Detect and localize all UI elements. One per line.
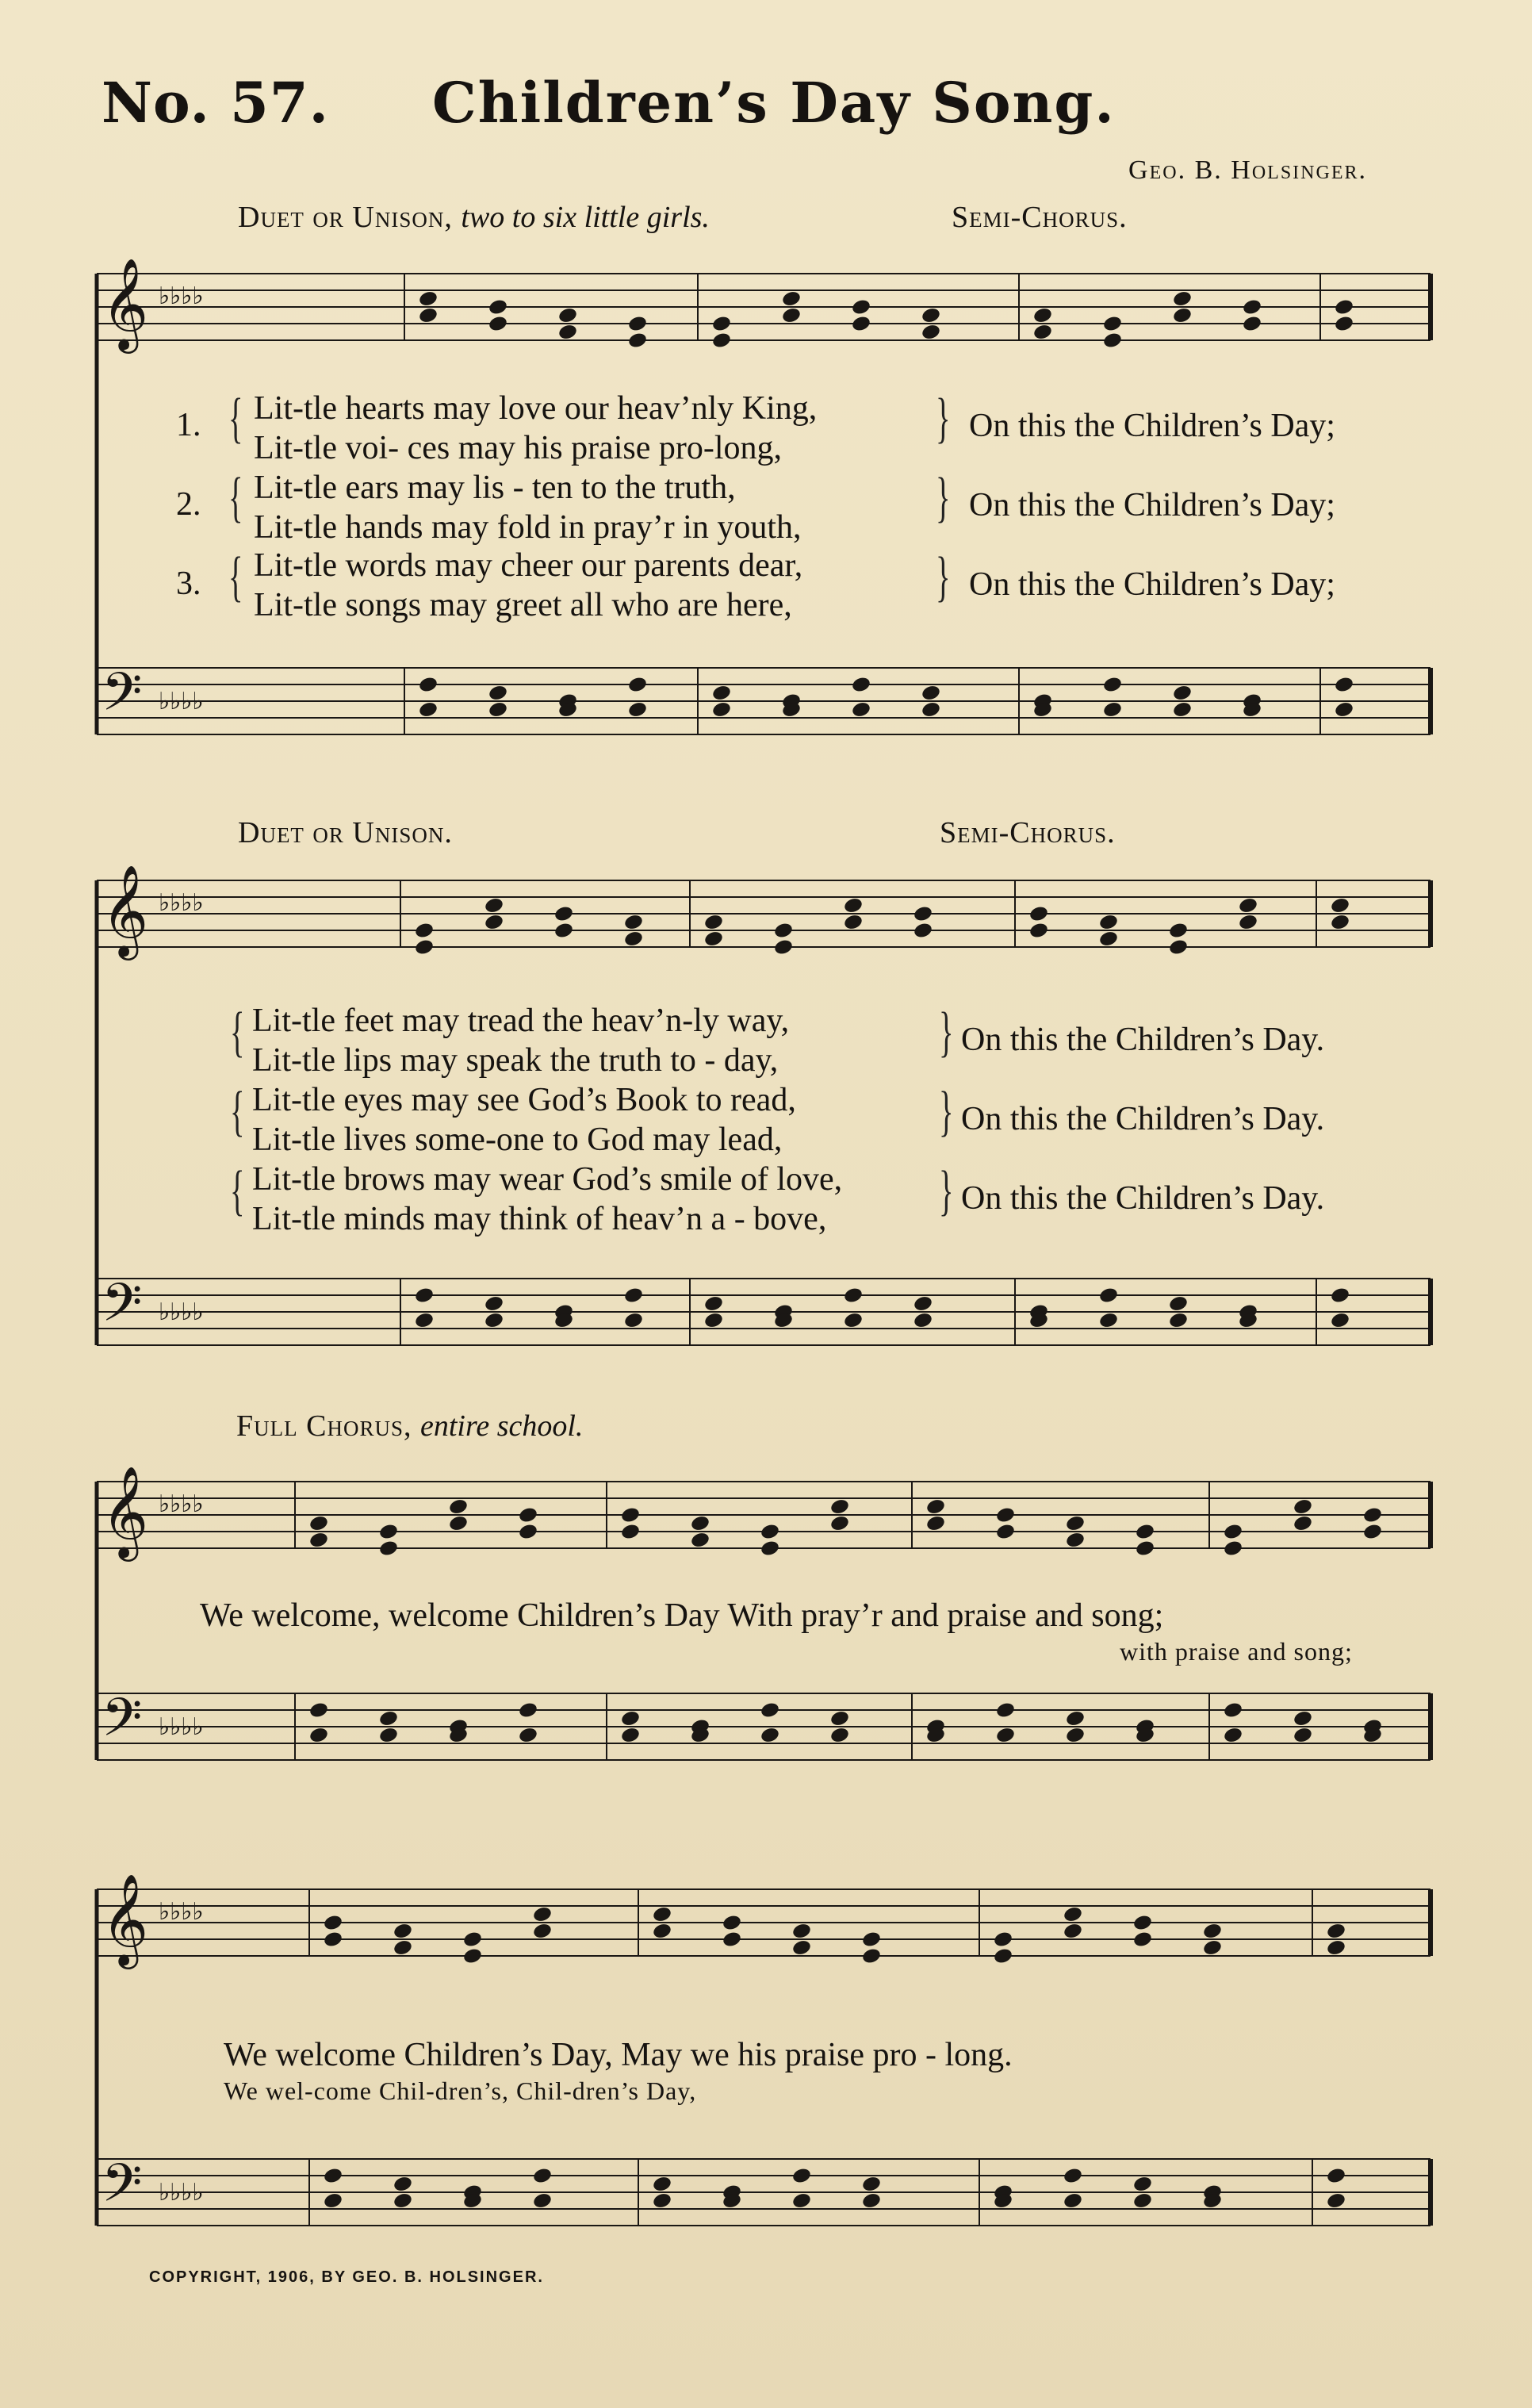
note-head [861,1931,882,1949]
note-head [323,1914,343,1932]
key-signature: ♭♭♭♭ [159,1298,204,1326]
note-head [652,2175,672,2193]
s2-verse3-refrain: On this the Children’s Day. [961,1180,1325,1217]
note-head [323,2191,343,2210]
note-head [378,1726,399,1744]
verse-number-3: 3. [176,566,201,602]
treble-clef-icon: 𝄞 [101,1465,149,1558]
note-head [418,306,439,324]
note-head [448,1497,469,1516]
note-head [1135,1523,1155,1541]
key-signature: ♭♭♭♭ [159,282,204,310]
verse-number-1: 1. [176,407,201,443]
brace-left: { [228,467,243,528]
brace-right: } [936,467,951,528]
note-head [620,1726,641,1744]
note-head [1326,1922,1346,1940]
note-head [690,1514,710,1532]
note-head [623,1311,644,1329]
note-head [1172,684,1193,702]
note-head [760,1540,780,1558]
note-head [711,332,732,350]
note-head [308,1514,329,1532]
section1-direction: Duet or Unison, two to six little girls. [238,201,710,234]
note-head [791,2191,812,2210]
brace-left: { [228,388,243,449]
brace-right: } [939,1002,954,1063]
note-head [861,2191,882,2210]
note-head [1098,913,1119,931]
note-head [781,306,802,324]
note-head [703,913,724,931]
note-head [532,2167,553,2185]
note-head [1102,332,1123,350]
note-head [843,913,864,931]
note-head [623,930,644,948]
note-head [1223,1726,1243,1744]
note-head [627,315,648,333]
note-head [851,315,871,333]
note-head [393,2175,413,2193]
note-head [703,930,724,948]
verse2-refrain: On this the Children’s Day; [969,487,1335,523]
note-head [627,700,648,719]
note-head [1293,1497,1313,1516]
note-head [921,323,941,341]
verse1-refrain: On this the Children’s Day; [969,408,1335,444]
brace-right: } [939,1081,954,1142]
note-head [913,905,933,923]
chorus-line2-bass: We wel-come Chil-dren’s, Chil-dren’s Day, [224,2076,697,2105]
note-head [711,684,732,702]
note-head [1102,700,1123,719]
treble-clef-icon: 𝄞 [101,257,149,350]
note-head [760,1701,780,1720]
note-head [1132,2175,1153,2193]
note-head [484,896,504,915]
note-head [557,323,578,341]
brace-left: { [230,1002,245,1063]
key-signature: ♭♭♭♭ [159,1713,204,1741]
note-head [995,1523,1016,1541]
note-head [829,1497,850,1516]
note-head [711,315,732,333]
note-head [921,306,941,324]
note-head [925,1497,946,1516]
note-head [1098,930,1119,948]
note-head [1065,1726,1086,1744]
note-head [462,1931,483,1949]
note-head [1172,700,1193,719]
note-head [851,298,871,316]
s2-verse1-line1: Lit-tle feet may tread the heav’n-ly way, [252,1003,790,1039]
note-head [393,1922,413,1940]
note-head [553,922,574,940]
note-head [1334,315,1354,333]
verse2-line2: Lit-tle hands may fold in pray’r in youth, [254,509,802,546]
note-head [414,1286,435,1305]
note-head [703,1294,724,1313]
note-head [378,1709,399,1727]
note-head [843,896,864,915]
note-head [620,1523,641,1541]
note-head [627,676,648,694]
note-head [484,913,504,931]
note-head [1293,1709,1313,1727]
note-head [1063,2191,1083,2210]
note-head [1032,306,1053,324]
note-head [308,1531,329,1549]
note-head [378,1523,399,1541]
bass-clef-icon: 𝄢 [101,1272,143,1346]
note-head [1168,1294,1189,1313]
note-head [781,289,802,308]
note-head [843,1311,864,1329]
s2-verse2-line1: Lit-tle eyes may see God’s Book to read, [252,1082,796,1118]
note-head [1330,913,1350,931]
verse3-line2: Lit-tle songs may greet all who are here, [254,587,792,623]
note-head [829,1514,850,1532]
note-head [993,1947,1013,1965]
note-head [323,1931,343,1949]
note-head [1293,1726,1313,1744]
note-head [1063,1905,1083,1923]
key-signature: ♭♭♭♭ [159,1490,204,1518]
copyright: COPYRIGHT, 1906, BY GEO. B. HOLSINGER. [149,2268,544,2286]
verse1-line2: Lit-tle voi- ces may his praise pro-long, [254,430,782,466]
composer: Geo. B. Holsinger. [1128,155,1367,185]
note-head [861,2175,882,2193]
note-head [1330,1286,1350,1305]
note-head [518,1701,538,1720]
treble-clef-icon: 𝄞 [101,864,149,957]
note-head [308,1726,329,1744]
brace-right: } [936,546,951,608]
note-head [1326,1938,1346,1957]
note-head [1063,2167,1083,2185]
note-head [760,1523,780,1541]
note-head [518,1523,538,1541]
s2-verse1-line2: Lit-tle lips may speak the truth to - day, [252,1042,779,1079]
note-head [1362,1523,1383,1541]
note-head [488,700,508,719]
note-head [414,922,435,940]
note-head [993,1931,1013,1949]
note-head [1293,1514,1313,1532]
note-head [1362,1506,1383,1524]
note-head [1330,896,1350,915]
s2-verse2-line2: Lit-tle lives some-one to God may lead, [252,1122,783,1158]
section1-semi-chorus: Semi-Chorus. [952,201,1128,234]
note-head [1102,676,1123,694]
note-head [791,1938,812,1957]
note-head [462,1947,483,1965]
note-head [1238,896,1258,915]
note-head [308,1701,329,1720]
note-head [393,1938,413,1957]
note-head [1202,1922,1223,1940]
note-head [921,684,941,702]
note-head [1223,1540,1243,1558]
note-head [1223,1701,1243,1720]
note-head [843,1286,864,1305]
note-head [1326,2191,1346,2210]
note-head [1202,1938,1223,1957]
note-head [1135,1540,1155,1558]
note-head [791,2167,812,2185]
note-head [1032,323,1053,341]
note-head [1168,938,1189,957]
note-head [995,1506,1016,1524]
note-head [1242,315,1262,333]
note-head [829,1709,850,1727]
note-head [620,1709,641,1727]
note-head [620,1506,641,1524]
note-head [1238,913,1258,931]
note-head [448,1514,469,1532]
note-head [623,1286,644,1305]
brace-left: { [230,1081,245,1142]
note-head [393,2191,413,2210]
note-head [1132,1914,1153,1932]
note-head [1132,2191,1153,2210]
note-head [913,1294,933,1313]
note-head [913,1311,933,1329]
song-title: Children’s Day Song. [432,70,1116,136]
note-head [1334,298,1354,316]
note-head [1065,1709,1086,1727]
note-head [488,684,508,702]
note-head [760,1726,780,1744]
note-head [627,332,648,350]
note-head [414,1311,435,1329]
verse-number-2: 2. [176,486,201,523]
note-head [1102,315,1123,333]
bass-clef-icon: 𝄢 [101,1687,143,1761]
treble-clef-icon: 𝄞 [101,1873,149,1965]
note-head [1098,1311,1119,1329]
note-head [791,1922,812,1940]
s2-verse1-refrain: On this the Children’s Day. [961,1022,1325,1058]
note-head [414,938,435,957]
note-head [773,922,794,940]
note-head [1028,905,1049,923]
note-head [1172,306,1193,324]
brace-right: } [939,1160,954,1221]
note-head [1065,1531,1086,1549]
note-head [484,1294,504,1313]
note-head [488,315,508,333]
note-head [518,1506,538,1524]
note-head [1168,922,1189,940]
note-head [323,2167,343,2185]
note-head [1028,922,1049,940]
verse2-line1: Lit-tle ears may lis - ten to the truth, [254,470,736,506]
key-signature: ♭♭♭♭ [159,688,204,715]
note-head [418,676,439,694]
note-head [1132,1931,1153,1949]
note-head [773,938,794,957]
key-signature: ♭♭♭♭ [159,1898,204,1926]
note-head [1065,1514,1086,1532]
note-head [1098,1286,1119,1305]
section2-direction: Duet or Unison. [238,816,453,849]
brace-left: { [228,546,243,608]
brace-left: { [230,1160,245,1221]
verse3-refrain: On this the Children’s Day; [969,566,1335,603]
note-head [553,905,574,923]
note-head [722,1914,742,1932]
verse1-line1: Lit-tle hearts may love our heav’nly King, [254,390,818,427]
note-head [1334,700,1354,719]
note-head [703,1311,724,1329]
key-signature: ♭♭♭♭ [159,889,204,917]
note-head [557,306,578,324]
note-head [1330,1311,1350,1329]
note-head [532,1922,553,1940]
note-head [1326,2167,1346,2185]
note-head [913,922,933,940]
note-head [484,1311,504,1329]
note-head [861,1947,882,1965]
note-head [690,1531,710,1549]
bass-clef-icon: 𝄢 [101,2153,143,2226]
note-head [418,289,439,308]
note-head [995,1701,1016,1720]
note-head [921,700,941,719]
chorus-line1-echo: with praise and song; [1120,1637,1353,1666]
note-head [1242,298,1262,316]
note-head [532,1905,553,1923]
note-head [518,1726,538,1744]
note-head [652,1922,672,1940]
song-number: No. 57. [101,70,329,136]
section2-semi-chorus: Semi-Chorus. [940,816,1116,849]
note-head [1223,1523,1243,1541]
note-head [851,676,871,694]
s2-verse2-refrain: On this the Children’s Day. [961,1101,1325,1137]
note-head [652,1905,672,1923]
verse3-line1: Lit-tle words may cheer our parents dear, [254,547,803,584]
note-head [711,700,732,719]
s2-verse3-line1: Lit-tle brows may wear God’s smile of love, [252,1161,843,1198]
note-head [418,700,439,719]
chorus-line2: We welcome Children’s Day, May we his praise pro - long. [224,2037,1013,2073]
note-head [1168,1311,1189,1329]
note-head [652,2191,672,2210]
note-head [851,700,871,719]
note-head [623,913,644,931]
note-head [1063,1922,1083,1940]
note-head [829,1726,850,1744]
note-head [532,2191,553,2210]
note-head [488,298,508,316]
note-head [1172,289,1193,308]
note-head [378,1540,399,1558]
section3-direction: Full Chorus, entire school. [236,1409,584,1443]
note-head [1334,676,1354,694]
note-head [925,1514,946,1532]
key-signature: ♭♭♭♭ [159,2179,204,2207]
bass-clef-icon: 𝄢 [101,661,143,735]
note-head [722,1931,742,1949]
chorus-line1: We welcome, welcome Children’s Day With pray’r and praise and song; [200,1597,1164,1634]
note-head [995,1726,1016,1744]
brace-right: } [936,388,951,449]
s2-verse3-line2: Lit-tle minds may think of heav’n a - bove, [252,1201,827,1237]
